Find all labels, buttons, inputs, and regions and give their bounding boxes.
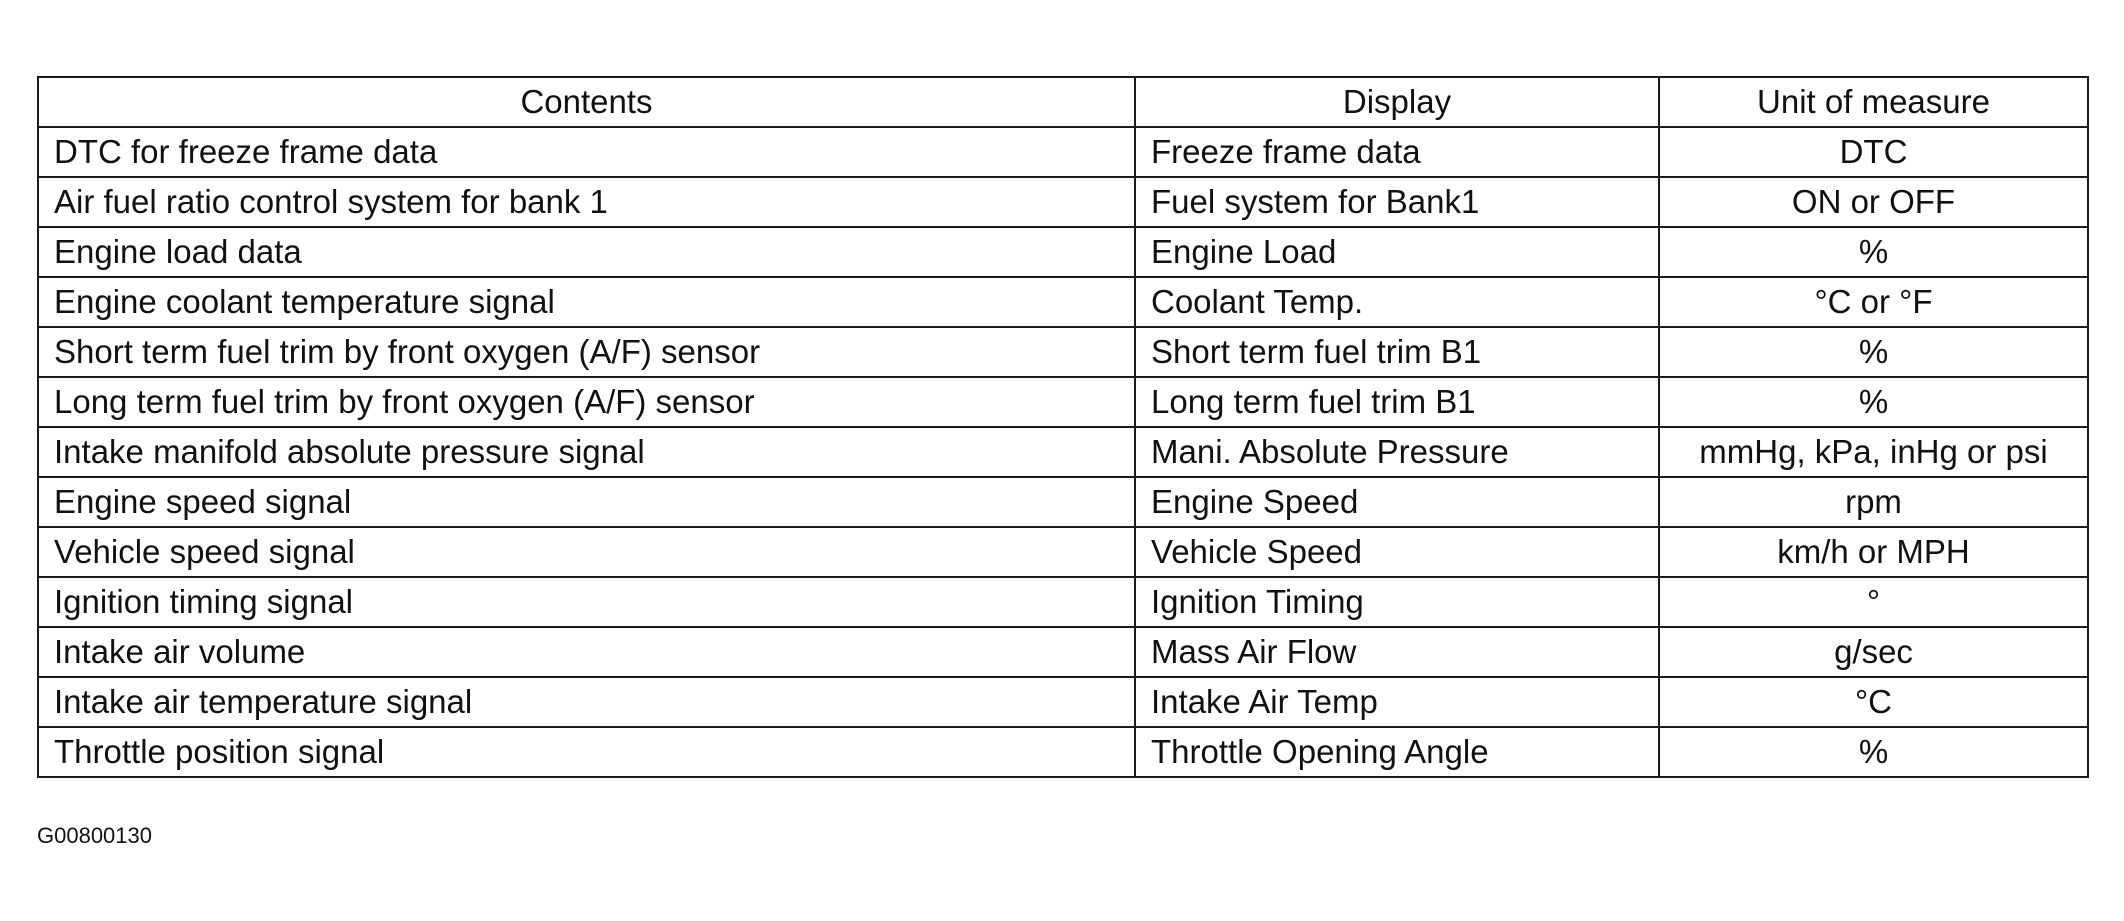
display-cell: Intake Air Temp	[1135, 677, 1659, 727]
table-row	[38, 527, 2088, 577]
contents-cell: DTC for freeze frame data	[38, 127, 1135, 177]
unit-cell: %	[1659, 727, 2088, 777]
freeze-frame-data-table	[37, 76, 2089, 778]
display-cell: Engine Load	[1135, 227, 1659, 277]
contents-cell: Vehicle speed signal	[38, 527, 1135, 577]
contents-cell: Engine speed signal	[38, 477, 1135, 527]
unit-cell: %	[1659, 377, 2088, 427]
contents-cell: Ignition timing signal	[38, 577, 1135, 627]
display-cell: Mass Air Flow	[1135, 627, 1659, 677]
contents-cell: Long term fuel trim by front oxygen (A/F) sensor	[38, 377, 1135, 427]
unit-cell: g/sec	[1659, 627, 2088, 677]
contents-cell: Engine coolant temperature signal	[38, 277, 1135, 327]
display-cell: Freeze frame data	[1135, 127, 1659, 177]
contents-cell: Short term fuel trim by front oxygen (A/F) sensor	[38, 327, 1135, 377]
table-row	[38, 477, 2088, 527]
table-row	[38, 427, 2088, 477]
display-cell: Fuel system for Bank1	[1135, 177, 1659, 227]
column-header-contents: Contents	[38, 77, 1135, 127]
unit-cell: %	[1659, 327, 2088, 377]
table-row	[38, 577, 2088, 627]
table-row	[38, 277, 2088, 327]
table-row	[38, 327, 2088, 377]
unit-cell: %	[1659, 227, 2088, 277]
contents-cell: Intake air temperature signal	[38, 677, 1135, 727]
table-row	[38, 127, 2088, 177]
table-row	[38, 627, 2088, 677]
unit-cell: °	[1659, 577, 2088, 627]
display-cell: Long term fuel trim B1	[1135, 377, 1659, 427]
unit-cell: km/h or MPH	[1659, 527, 2088, 577]
display-cell: Ignition Timing	[1135, 577, 1659, 627]
table-row	[38, 177, 2088, 227]
display-cell: Mani. Absolute Pressure	[1135, 427, 1659, 477]
unit-cell: °C	[1659, 677, 2088, 727]
unit-cell: rpm	[1659, 477, 2088, 527]
table-row	[38, 377, 2088, 427]
contents-cell: Engine load data	[38, 227, 1135, 277]
unit-cell: ON or OFF	[1659, 177, 2088, 227]
figure-id-label: G00800130	[37, 823, 152, 848]
table-row	[38, 727, 2088, 777]
display-cell: Vehicle Speed	[1135, 527, 1659, 577]
contents-cell: Throttle position signal	[38, 727, 1135, 777]
contents-cell: Intake manifold absolute pressure signal	[38, 427, 1135, 477]
contents-cell: Air fuel ratio control system for bank 1	[38, 177, 1135, 227]
table-row	[38, 227, 2088, 277]
table-row	[38, 677, 2088, 727]
unit-cell: mmHg, kPa, inHg or psi	[1659, 427, 2088, 477]
display-cell: Coolant Temp.	[1135, 277, 1659, 327]
contents-cell: Intake air volume	[38, 627, 1135, 677]
column-header-display: Display	[1135, 77, 1659, 127]
display-cell: Short term fuel trim B1	[1135, 327, 1659, 377]
display-cell: Throttle Opening Angle	[1135, 727, 1659, 777]
column-header-unit: Unit of measure	[1659, 77, 2088, 127]
unit-cell: °C or °F	[1659, 277, 2088, 327]
header-row	[38, 77, 2088, 127]
unit-cell: DTC	[1659, 127, 2088, 177]
display-cell: Engine Speed	[1135, 477, 1659, 527]
